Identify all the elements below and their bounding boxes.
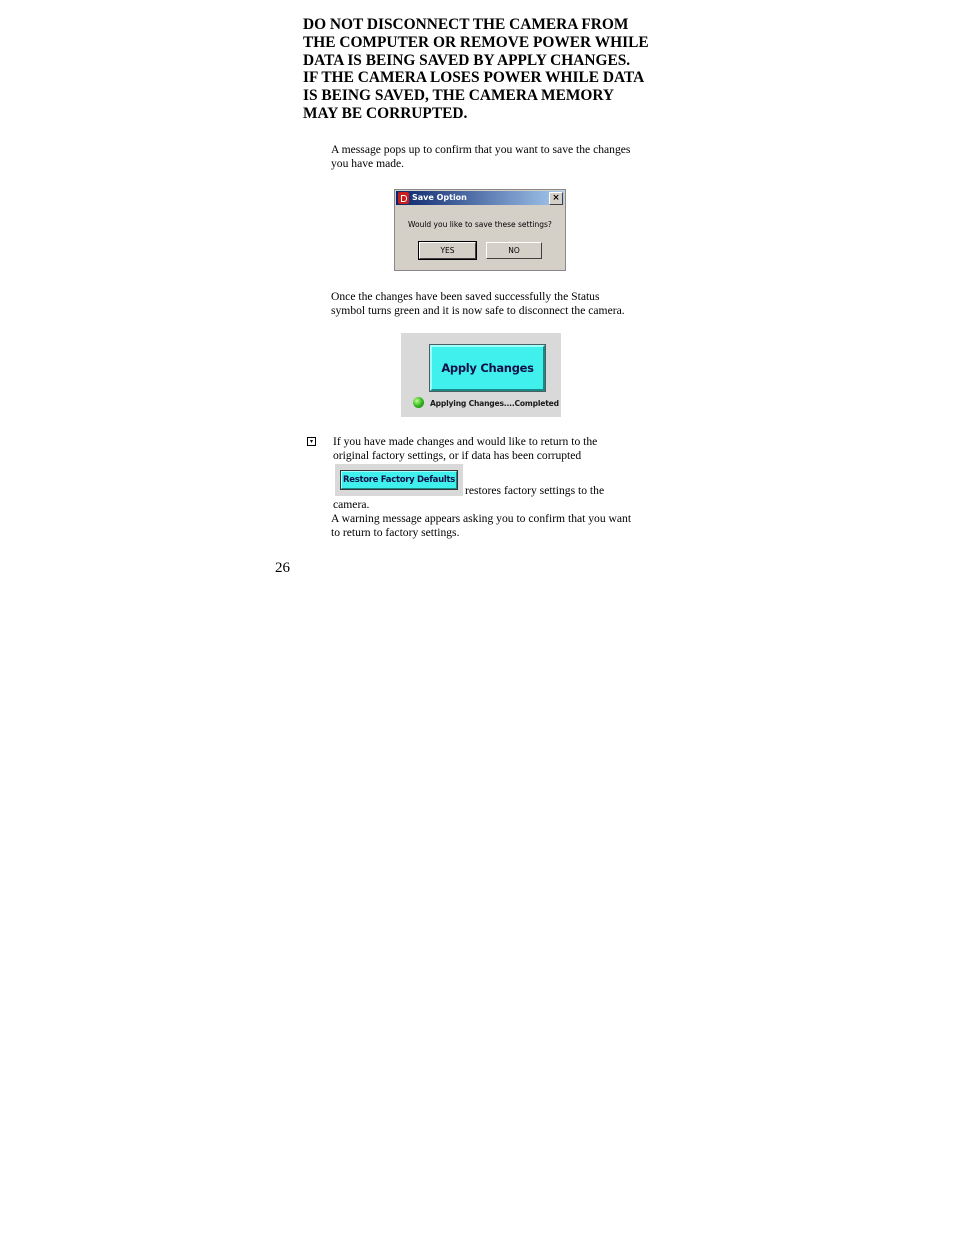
restore-warning-paragraph (331, 512, 631, 540)
yes-button[interactable]: YES (419, 242, 476, 259)
apply-changes-button[interactable]: Apply Changes (430, 345, 545, 391)
restore-after-button-text: restores factory settings to the (465, 484, 605, 497)
save-option-dialog (394, 189, 566, 271)
paragraph-line: you have made. (331, 157, 405, 170)
dialog-message: Would you like to save these settings? (408, 220, 552, 229)
no-button[interactable]: NO (486, 242, 542, 259)
warning-line: THE COMPUTER OR REMOVE POWER WHILE (303, 33, 649, 51)
status-text: Applying Changes....Completed (430, 399, 559, 408)
restore-line-camera: camera. (333, 498, 370, 511)
page-number: 26 (275, 560, 290, 576)
paragraph-line: to return to factory settings. (331, 526, 460, 539)
warning-line: DO NOT DISCONNECT THE CAMERA FROM (303, 16, 629, 33)
paragraph-line: original factory settings, or if data has been corrupted (333, 449, 582, 462)
dialog-title: Save Option (412, 193, 467, 202)
apply-changes-panel (401, 333, 561, 417)
warning-line: MAY BE CORRUPTED. (303, 104, 468, 122)
confirm-paragraph (331, 143, 630, 171)
paragraph-line: A warning message appears asking you to confirm that you want (331, 512, 632, 525)
close-icon[interactable]: × (549, 192, 563, 205)
paragraph-line: Once the changes have been saved successfully the Status (331, 290, 600, 303)
warning-line: DATA IS BEING SAVED BY APPLY CHANGES. (303, 51, 631, 69)
paragraph-line: symbol turns green and it is now safe to disconnect the camera. (331, 304, 625, 317)
status-indicator-icon (413, 397, 424, 408)
paragraph-line: If you have made changes and would like to return to the (333, 435, 598, 448)
dialog-title-bar (396, 191, 564, 205)
saved-paragraph (331, 290, 625, 318)
warning-line: IS BEING SAVED, THE CAMERA MEMORY (303, 87, 615, 105)
paragraph-line: A message pops up to confirm that you want to save the changes (331, 143, 631, 156)
disconnect-warning (303, 16, 673, 123)
restore-defaults-panel (335, 464, 463, 496)
app-logo-icon (398, 192, 409, 204)
restore-factory-defaults-button[interactable]: Restore Factory Defaults (341, 471, 457, 489)
bullet-icon: ▾ (307, 437, 316, 446)
warning-line: IF THE CAMERA LOSES POWER WHILE DATA (303, 69, 645, 87)
restore-paragraph (333, 435, 597, 463)
